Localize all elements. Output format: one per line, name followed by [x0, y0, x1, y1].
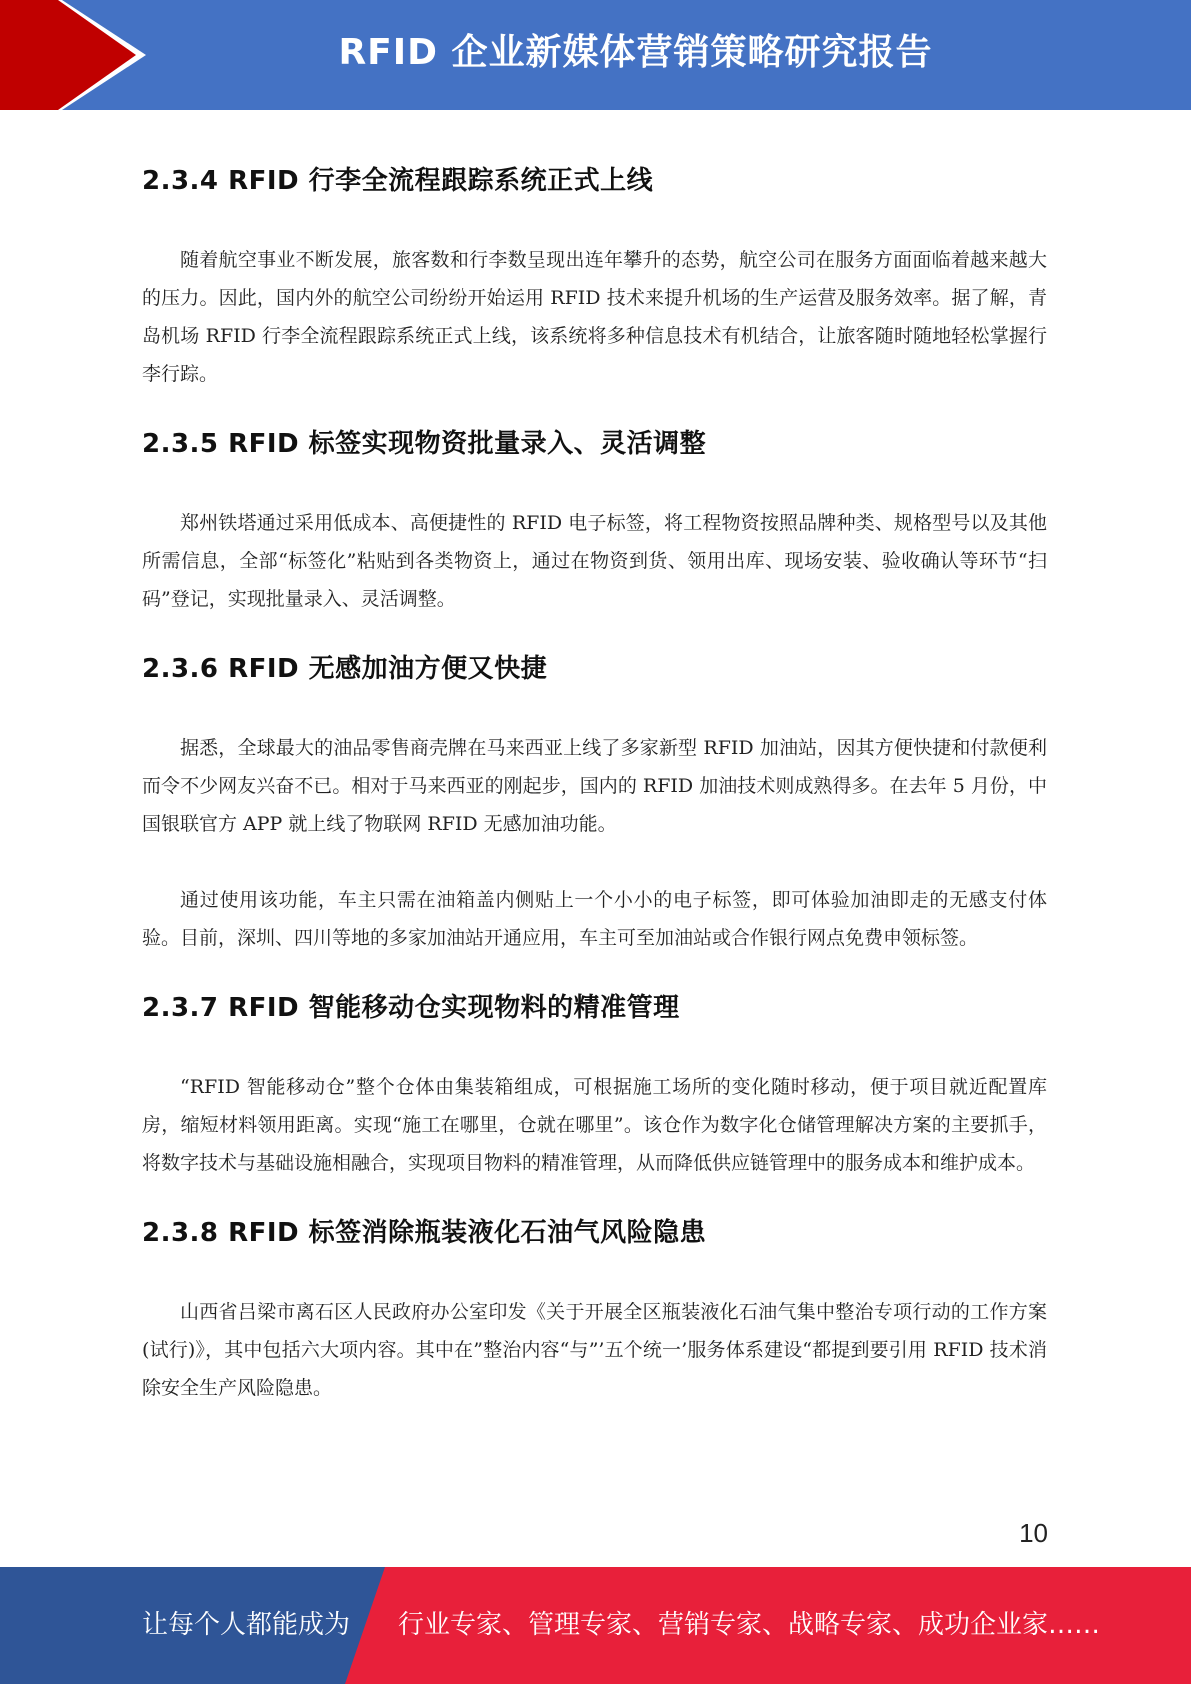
footer-slogan-left: 让每个人都能成为: [142, 1610, 351, 1640]
section-paragraph: 通过使用该功能，车主只需在油箱盖内侧贴上一个小小的电子标签，即可体验加油即走的无感支付体验。目前，深圳、四川等地的多家加油站开通应用，车主可至加油站或合作银行网点免费申领标签。: [142, 889, 1047, 949]
section-heading: 2.3.7 RFID 智能移动仓实现物料的精准管理: [142, 993, 680, 1023]
footer-slogan-right: 行业专家、管理专家、营销专家、战略专家、成功企业家……: [398, 1610, 1101, 1640]
section-heading: 2.3.6 RFID 无感加油方便又快捷: [142, 654, 548, 684]
section-paragraph: 随着航空事业不断发展，旅客数和行李数呈现出连年攀升的态势，航空公司在服务方面面临着越来越大的压力。因此，国内外的航空公司纷纷开始运用 RFID 技术来提升机场的生产运营及服务效率。据了解，青岛机场 RFID 行李全流程跟踪系统正式上线，该系统将多种信息技术有机结合，让旅客随时随地轻松掌握行李行踪。: [142, 249, 1047, 385]
page-number: 10: [1019, 1518, 1048, 1548]
section-heading: 2.3.4 RFID 行李全流程跟踪系统正式上线: [142, 166, 654, 196]
main-content: [142, 160, 1047, 1407]
page-footer: [0, 1567, 1191, 1684]
section-heading: 2.3.5 RFID 标签实现物资批量录入、灵活调整: [142, 429, 707, 459]
section-paragraph: 山西省吕梁市离石区人民政府办公室印发《关于开展全区瓶装液化石油气集中整治专项行动的工作方案(试行)》，其中包括六大项内容。其中在”整治内容“与”’五个统一’服务体系建设“都提到要引用 RFID 技术消除安全生产风险隐患。: [142, 1301, 1047, 1399]
section-paragraph: 郑州铁塔通过采用低成本、高便捷性的 RFID 电子标签，将工程物资按照品牌种类、规格型号以及其他所需信息，全部“标签化”粘贴到各类物资上，通过在物资到货、领用出库、现场安装、验收确认等环节“扫码”登记，实现批量录入、灵活调整。: [142, 512, 1047, 610]
section-paragraph: “RFID 智能移动仓”整个仓体由集装箱组成，可根据施工场所的变化随时移动，便于项目就近配置库房，缩短材料领用距离。实现“施工在哪里，仓就在哪里”。该仓作为数字化仓储管理解决方案的主要抓手，将数字技术与基础设施相融合，实现项目物料的精准管理，从而降低供应链管理中的服务成本和维护成本。: [142, 1076, 1047, 1174]
report-title: RFID 企业新媒体营销策略研究报告: [338, 32, 933, 73]
page-header: [0, 0, 1191, 110]
section-heading: 2.3.8 RFID 标签消除瓶装液化石油气风险隐患: [142, 1218, 707, 1248]
section-paragraph: 据悉，全球最大的油品零售商壳牌在马来西亚上线了多家新型 RFID 加油站，因其方便快捷和付款便利而令不少网友兴奋不已。相对于马来西亚的刚起步，国内的 RFID 加油技术则成熟得多。在去年 5 月份，中国银联官方 APP 就上线了物联网 RFID 无感加油功能。: [142, 737, 1047, 835]
